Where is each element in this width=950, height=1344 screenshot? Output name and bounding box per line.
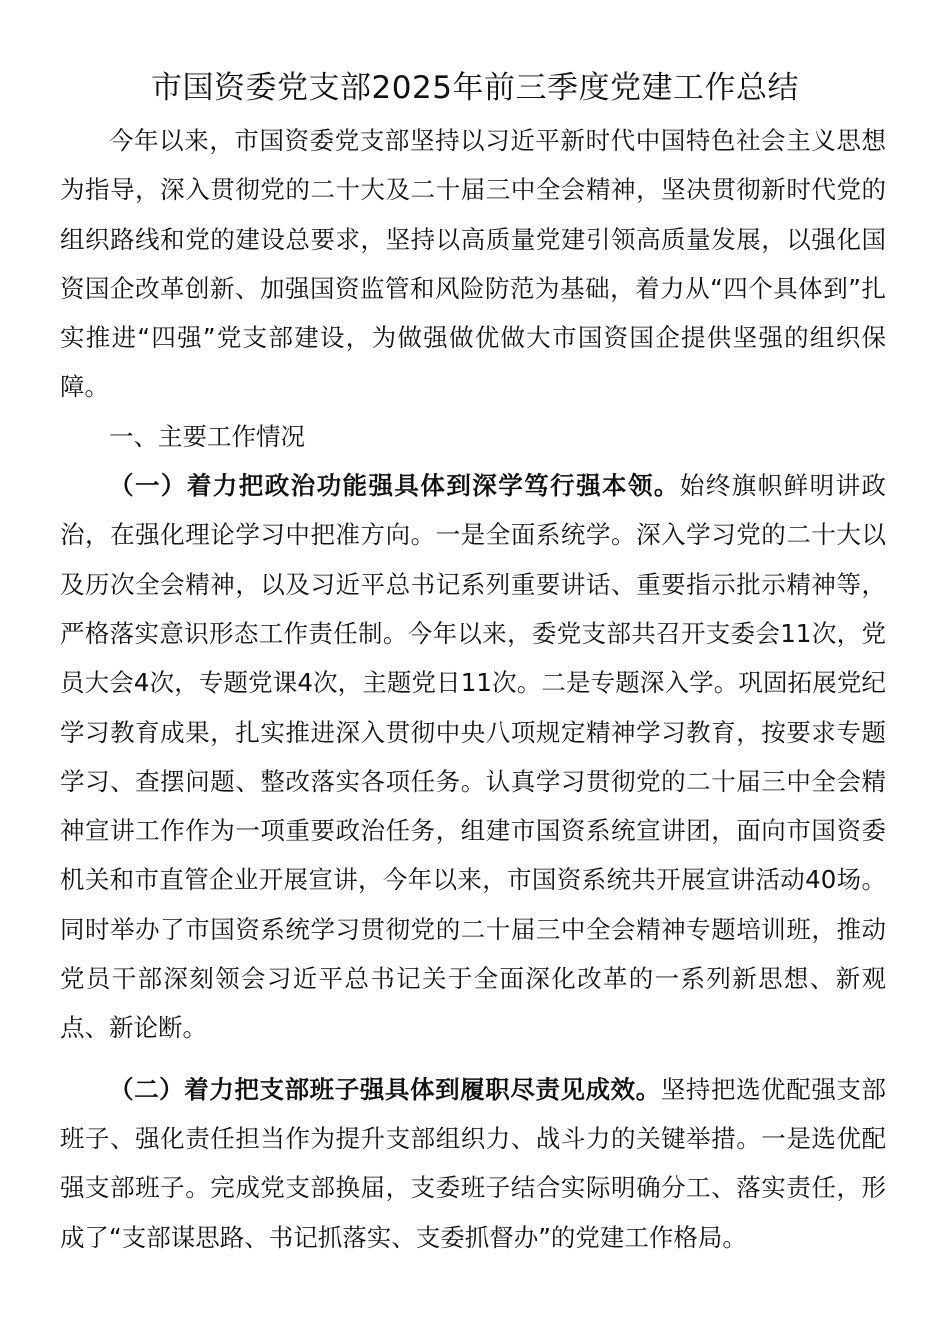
item-text-2: 坚持把选优配强支部班子、强化责任担当作为提升支部组织力、战斗力的关键举措。一是选优配强支部班子。完成党支部换届，支委班子结合实际明确分工、落实责任，形成了“支部谋思路、书记抓落实、支委抓督办”的党建工作格局。: [60, 1074, 887, 1252]
document-title: 市国资委党支部2025年前三季度党建工作总结: [151, 70, 799, 106]
item-paragraph-1: [60, 461, 886, 1053]
intro-paragraph: 今年以来，市国资委党支部坚持以习近平新时代中国特色社会主义思想为指导，深入贯彻党的二十大及二十届三中全会精神，坚决贯彻新时代党的组织路线和党的建设总要求，坚持以高质量党建引领高质量发展，以强化国资国企改革创新、加强国资监管和风险防范为基础，着力从“四个具体到”扎实推进“四强”党支部建设，为做强做优做大市国资国企提供坚强的组织保障。: [60, 126, 886, 402]
item-lead-2: （二）着力把支部班子强具体到履职尽责见成效。: [109, 1074, 661, 1104]
item-text-1: 始终旗帜鲜明讲政治，在强化理论学习中把准方向。一是全面系统学。深入学习党的二十大以及历次全会精神，以及习近平总书记系列重要讲话、重要指示批示精神等，严格落实意识形态工作责任制。今年以来，委党支部共召开支委会11次，党员大会4次，专题党课4次，主题党日11次。二是专题深入学。巩固拓展党纪学习教育成果，扎实推进深入贯彻中央八项规定精神学习教育，按要求专题学习、查摆问题、整改落实各项任务。认真学习贯彻党的二十届三中全会精神宣讲工作作为一项重要政治任务，组建市国资系统宣讲团，面向市国资委机关和市直管企业开展宣讲，今年以来，市国资系统共开展宣讲活动40场。同时举办了市国资系统学习贯彻党的二十届三中全会精神专题培训班，推动党员干部深刻领会习近平总书记关于全面深化改革的一系列新思想、新观点、新论断。: [60, 471, 887, 1043]
section-heading: 一、主要工作情况: [109, 421, 305, 451]
item-paragraph-2: [60, 1065, 886, 1262]
document-body: [60, 116, 886, 1262]
item-lead-1: （一）着力把政治功能强具体到深学笃行强本领。: [109, 471, 680, 501]
